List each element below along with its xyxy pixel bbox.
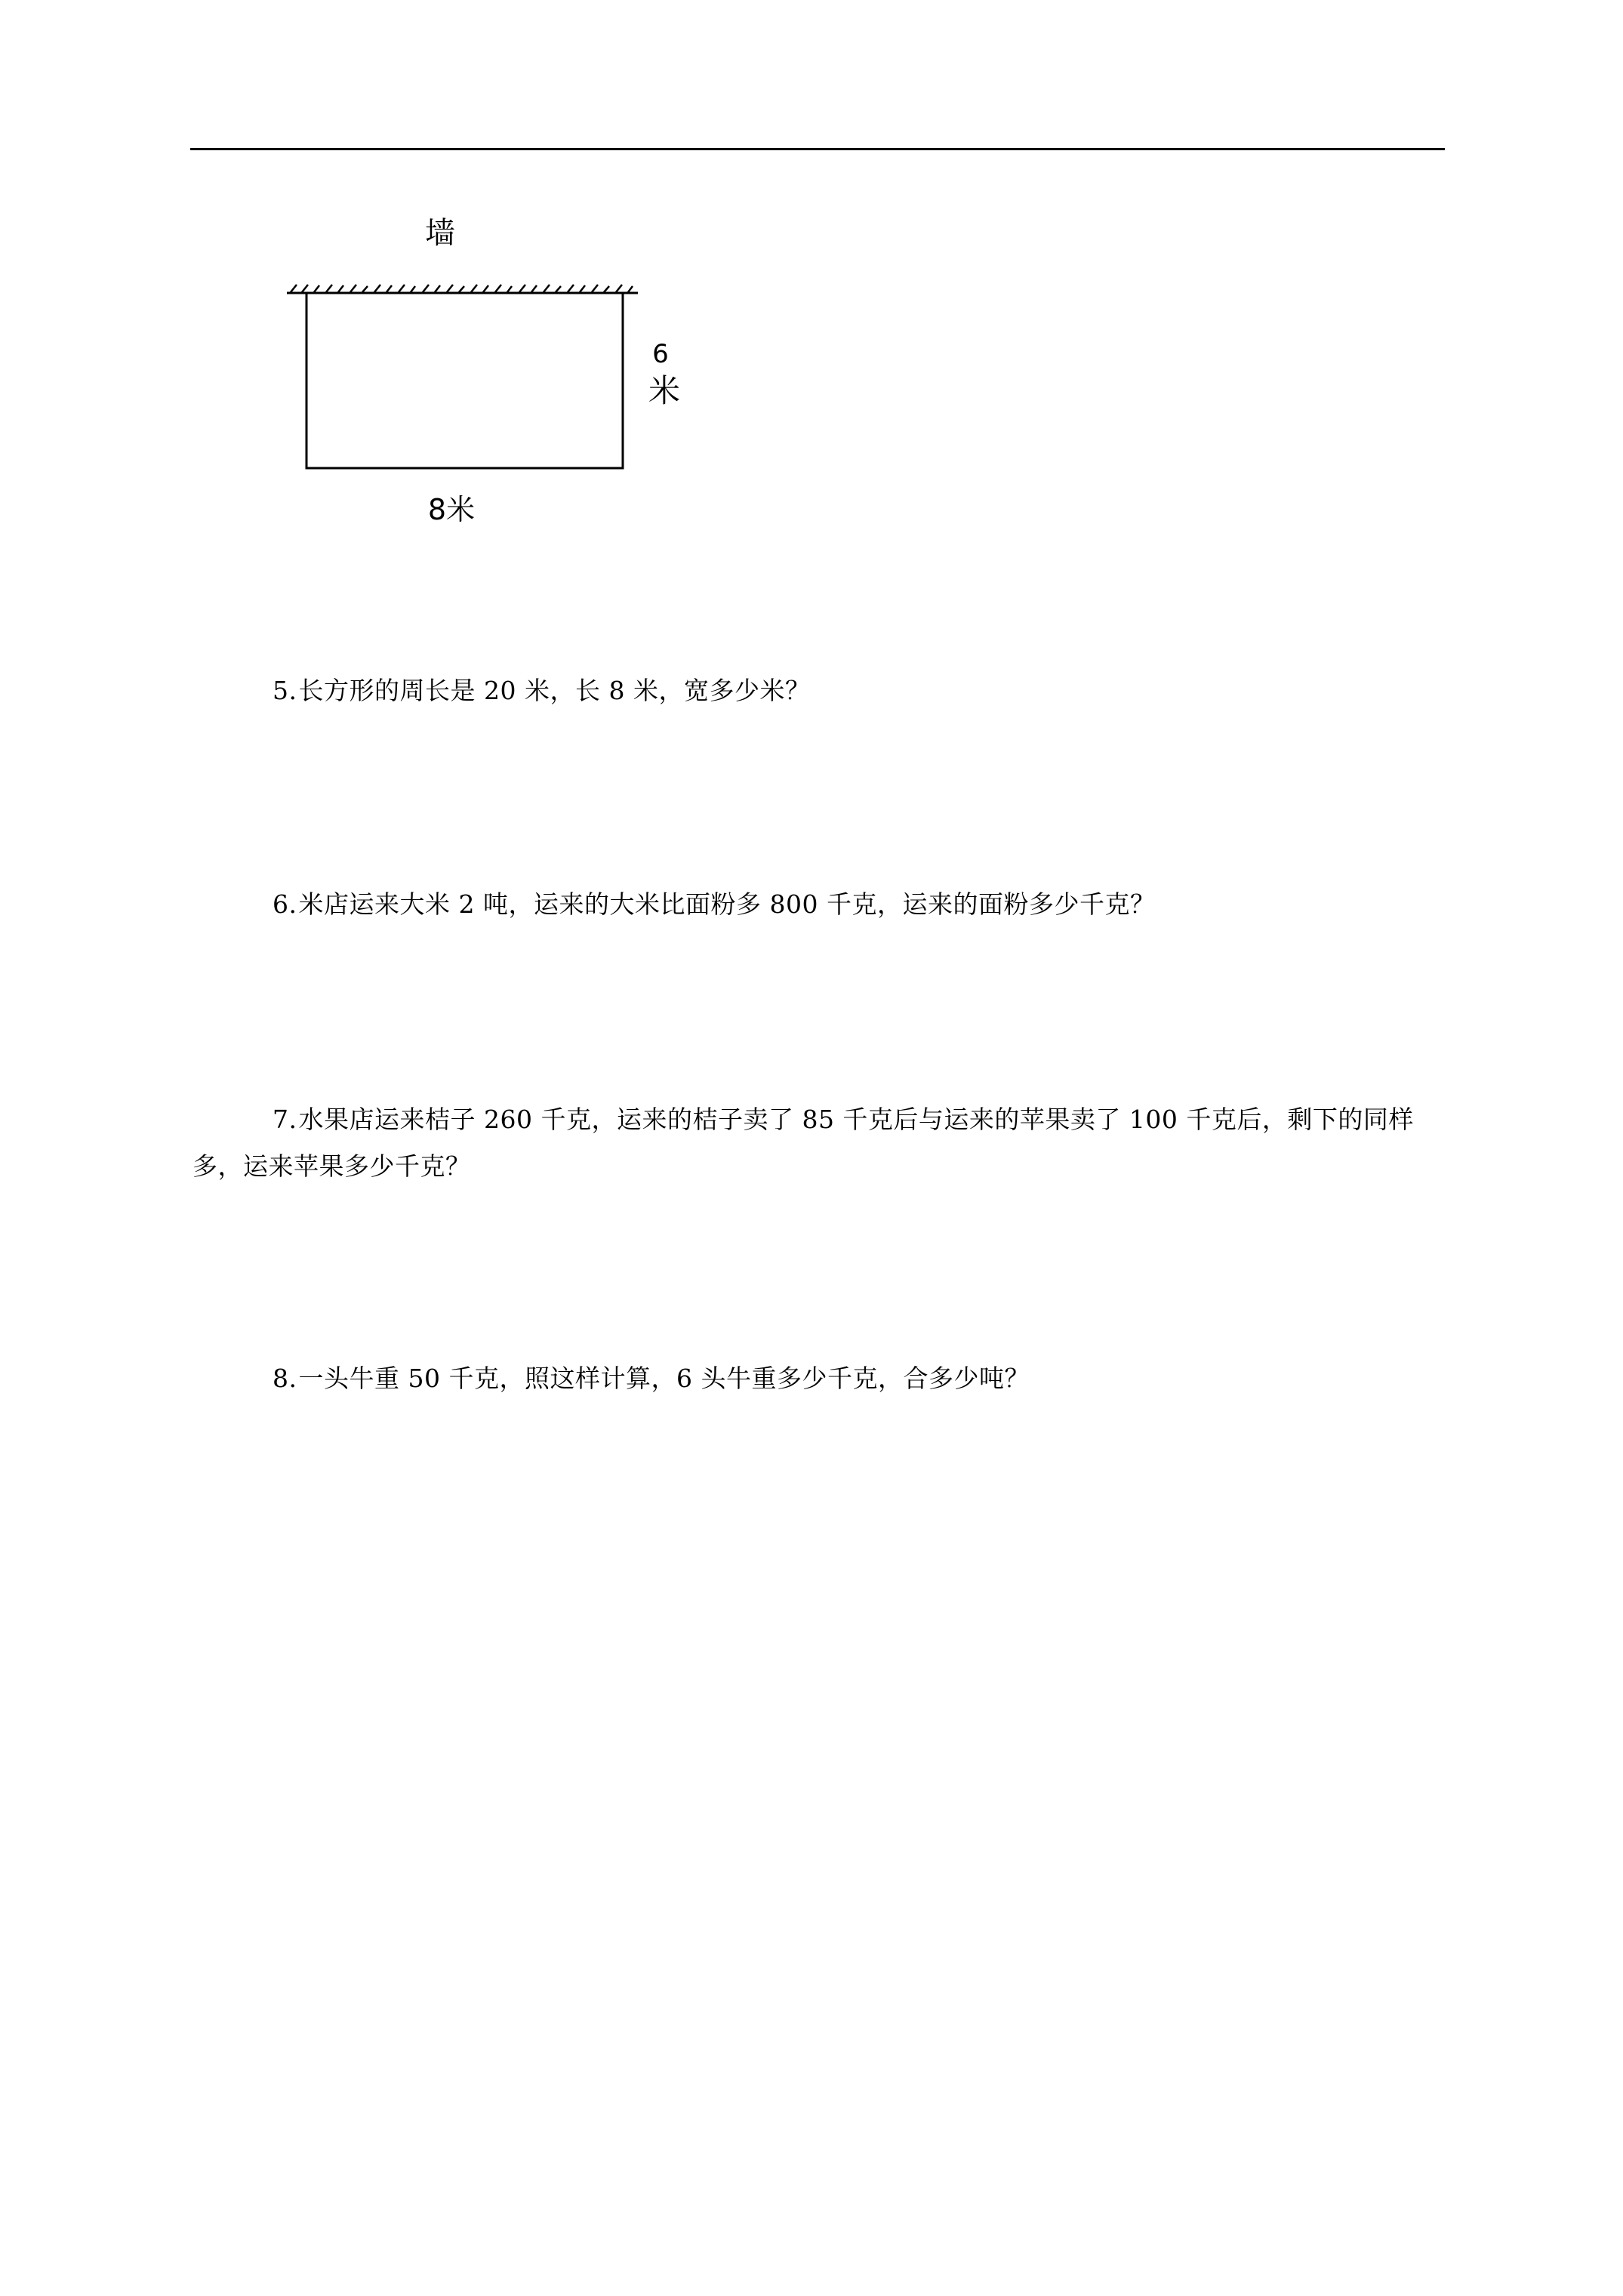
question-number: 6.	[273, 889, 297, 919]
height-value: 6	[652, 339, 669, 369]
question-5	[192, 667, 1446, 714]
question-number: 7.	[273, 1105, 297, 1134]
width-label: 8米	[427, 493, 476, 526]
header-rule	[190, 148, 1445, 150]
question-text: 一头牛重 50 千克，照这样计算，6 头牛重多少千克，合多少吨？	[298, 1364, 1030, 1393]
question-text: 长方形的周长是 20 米，长 8 米，宽多少米？	[298, 676, 811, 705]
rectangle-outline	[306, 293, 623, 468]
question-8	[192, 1355, 1446, 1402]
question-6	[192, 881, 1446, 928]
height-unit: 米	[648, 372, 681, 409]
question-number: 8.	[273, 1364, 297, 1393]
question-text: 米店运来大米 2 吨，运来的大米比面粉多 800 千克，运来的面粉多少千克？	[298, 889, 1156, 919]
question-text: 水果店运来桔子 260 千克，运来的桔子卖了 85 千克后与运来的苹果卖了 100 千克后，剩下的同样多，运来苹果多少千克？	[192, 1105, 1414, 1181]
wall-hatching	[291, 285, 633, 292]
wall-rectangle-diagram	[279, 204, 702, 544]
diagram-svg	[279, 204, 702, 544]
question-number: 5.	[273, 676, 297, 705]
wall-label: 墙	[425, 216, 455, 251]
question-7	[192, 1096, 1446, 1190]
